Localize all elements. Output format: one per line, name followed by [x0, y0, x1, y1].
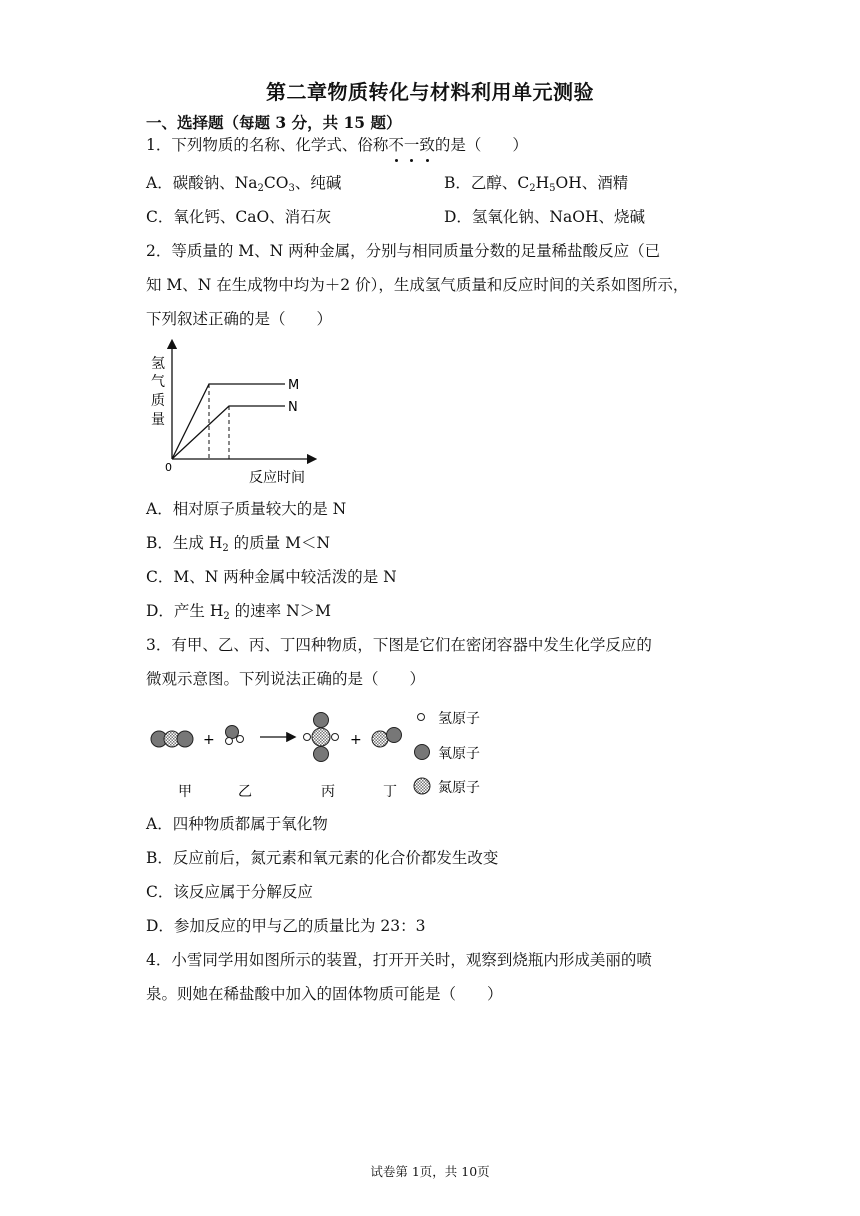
- emphasis-char: 致: [419, 136, 435, 154]
- q3-stem-line1: 3．有甲、乙、丙、丁四种物质，下图是它们在密闭容器中发生化学反应的: [146, 636, 652, 654]
- q1-stem-text: 1．下列物质的名称、化学式、俗称: [146, 136, 389, 154]
- y-label-char: 气: [151, 374, 165, 390]
- subscript: 2: [529, 183, 536, 194]
- q1-stem-end: 的是（ ）: [434, 136, 528, 154]
- name-jia: 甲: [178, 784, 192, 800]
- q1-option-c: C．氧化钙、CaO、消石灰: [146, 208, 332, 226]
- option-text: 的速率 N＞M: [229, 602, 332, 620]
- page-footer: 试卷第 1页，共 10页: [370, 1164, 490, 1179]
- option-text: 的质量 M＜N: [228, 534, 331, 552]
- legend-oxygen: 氧原子: [438, 746, 480, 762]
- series-n-label: N: [288, 400, 298, 415]
- q1-stem: [146, 134, 528, 156]
- name-ding: 丁: [383, 784, 397, 800]
- option-text: A．碳酸钠、Na: [146, 174, 258, 192]
- q2-option-c: C．M、N 两种金属中较活泼的是 N: [146, 568, 397, 586]
- plus-sign: +: [203, 732, 215, 748]
- name-bing: 丙: [321, 784, 335, 800]
- option-text: H: [535, 174, 550, 192]
- q3-stem-line2: 微观示意图。下列说法正确的是（ ）: [146, 670, 426, 688]
- q1-option-a: [146, 172, 341, 194]
- q2-option-a: A．相对原子质量较大的是 N: [146, 500, 347, 518]
- page-title: 第二章物质转化与材料利用单元测验: [266, 80, 594, 104]
- subscript: 5: [549, 183, 556, 194]
- molecule-yi: [226, 726, 244, 745]
- option-text: B．乙醇、C: [444, 174, 530, 192]
- series-m-label: M: [288, 378, 300, 393]
- y-label-char: 量: [151, 412, 165, 428]
- legend: [414, 711, 480, 796]
- option-text: D．产生 H: [146, 602, 224, 620]
- q3-option-c: C．该反应属于分解反应: [146, 883, 313, 901]
- legend-nitrogen: 氮原子: [438, 780, 480, 796]
- option-text: B．生成 H: [146, 534, 223, 552]
- origin-label: 0: [165, 461, 172, 474]
- q2-option-b: [146, 532, 330, 554]
- emphasis-char: 一: [403, 136, 420, 154]
- q2-graph: [140, 338, 320, 490]
- q1-option-b: [444, 172, 628, 194]
- q3-option-d: D．参加反应的甲与乙的质量比为 23：3: [146, 917, 426, 935]
- q2-option-d: [146, 600, 331, 622]
- q3-option-b: B．反应前后，氮元素和氧元素的化合价都发生改变: [146, 849, 499, 867]
- hydrogen-atom-icon: [418, 714, 425, 721]
- q2-stem-line3: 下列叙述正确的是（ ）: [146, 310, 333, 328]
- molecule-jia: [151, 731, 193, 747]
- molecule-ding: [372, 728, 402, 748]
- legend-hydrogen: 氢原子: [438, 711, 480, 727]
- x-axis-label: 反应时间: [249, 470, 305, 486]
- subscript: 2: [222, 543, 229, 554]
- option-text: OH、酒精: [555, 174, 629, 192]
- nitrogen-atom-icon: [414, 778, 430, 794]
- q2-stem-line1: 2．等质量的 M、N 两种金属，分别与相同质量分数的足量稀盐酸反应（已: [146, 242, 661, 260]
- section-heading: 一、选择题（每题 3 分，共 15 题）: [146, 113, 402, 132]
- q3-reaction-diagram: [140, 702, 500, 804]
- subscript: 2: [223, 611, 230, 622]
- q1-option-d: D．氢氧化钠、NaOH、烧碱: [444, 208, 645, 226]
- oxygen-atom-icon: [415, 745, 430, 760]
- name-yi: 乙: [238, 784, 252, 800]
- subscript: 2: [257, 183, 264, 194]
- option-text: 、纯碱: [294, 174, 342, 192]
- y-label-char: 质: [151, 393, 165, 409]
- plus-sign: +: [350, 732, 362, 748]
- q4-stem-line1: 4．小雪同学用如图所示的装置，打开开关时，观察到烧瓶内形成美丽的喷: [146, 951, 652, 969]
- q3-option-a: A．四种物质都属于氧化物: [146, 815, 328, 833]
- option-text: CO: [263, 174, 289, 192]
- q4-stem-line2: 泉。则她在稀盐酸中加入的固体物质可能是（ ）: [146, 985, 503, 1003]
- q2-stem-line2: 知 M、N 在生成物中均为＋2 价），生成氢气质量和反应时间的关系如图所示，: [146, 276, 689, 294]
- subscript: 3: [288, 183, 295, 194]
- y-label-char: 氢: [151, 356, 165, 372]
- molecule-bing: [304, 713, 339, 762]
- emphasis-char: 不: [388, 136, 404, 154]
